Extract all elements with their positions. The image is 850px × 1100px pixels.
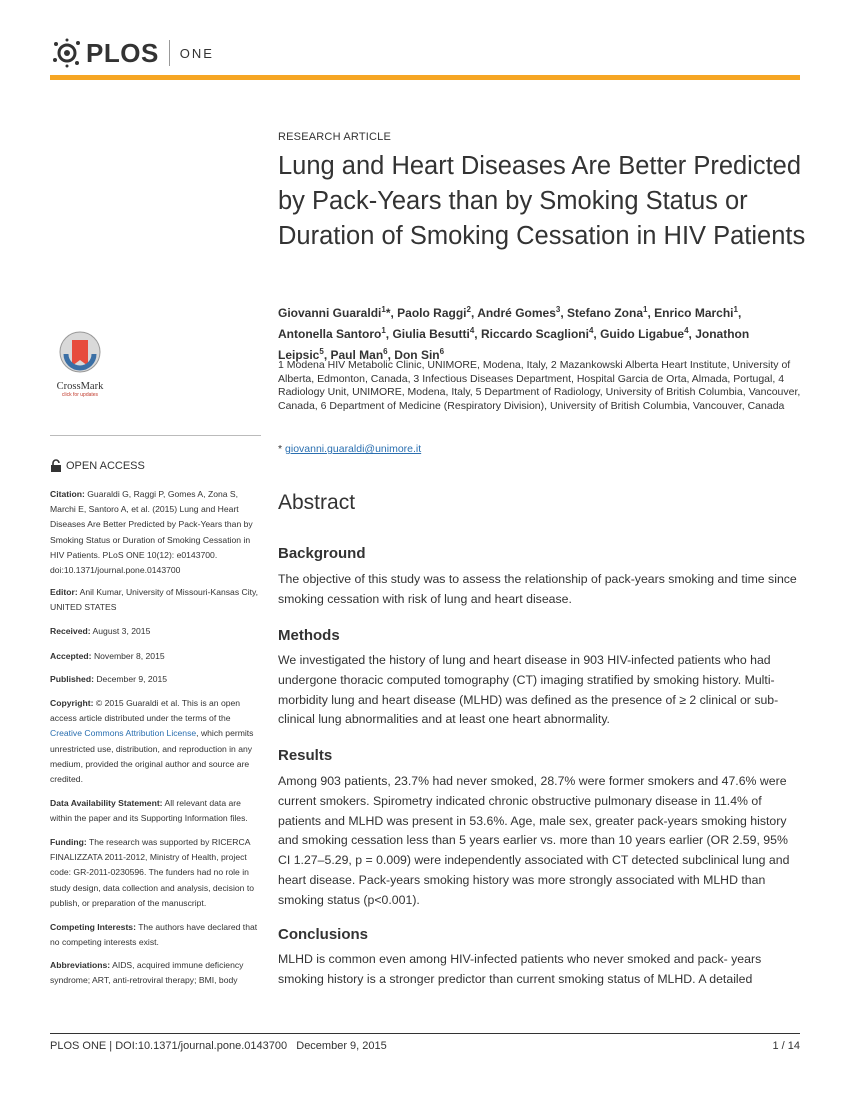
affiliations: [278, 359, 803, 414]
abbreviations-label: Abbreviations:: [50, 960, 111, 970]
data-availability-label: Data Availability Statement:: [50, 798, 163, 808]
copyright-text: © 2015 Guaraldi et al. This is an open access article distributed under the terms of the: [50, 698, 241, 724]
affiliation-text: Department of Medicine (Respiratory Division), University of British Columbia, Vancouver, Canada: [329, 400, 785, 413]
affiliation-number: 2: [550, 359, 560, 371]
accepted-date: November 8, 2015: [93, 651, 165, 661]
citation-label: Citation:: [50, 489, 85, 499]
methods-text: We investigated the history of lung and heart disease in 903 HIV-infected patients who had undergone thoracic computed tomography (CT) imaging stratified by smoking history. Multi-morbidity lung and heart disease (MLHD) was defined as the presence of ≥ 2 clinical or sub-clinical lung abnormalities and at least one heart abnormality.: [278, 653, 779, 727]
crossmark-badge[interactable]: [50, 330, 110, 398]
author-name: Giovanni Guaraldi$^1$*: [278, 305, 391, 320]
published-label: Published:: [50, 674, 94, 684]
article-type: RESEARCH ARTICLE: [278, 131, 392, 143]
results-text: Among 903 patients, 23.7% had never smoked, 28.7% were former smokers and 47.6% were current smokers. Spirometry indicated chronic obstructive pulmonary disease in 11.4% of patients and MLHD was present in 53.6%. Age, male sex, greater pack-years smoking history and smoking cessation less than 5 years earlier vs. more than 10 years earlier (OR 2.59, 95% CI 1.27–5.29, p = 0.009) were independently associated with CT detected subclinical lung and heart disease. Pack-years smoking history was more strongly associated with MLHD than smoking status (p<0.001).: [278, 774, 790, 907]
data-availability-block: [50, 796, 263, 826]
accepted-block: [50, 649, 263, 664]
abbreviations-text: AIDS, acquired immune deficiency syndrome; ART, anti-retroviral therapy; BMI, body: [50, 960, 244, 986]
author-affiliation-number: 3: [555, 305, 561, 314]
corresponding-email: [278, 443, 421, 455]
received-label: Received:: [50, 626, 91, 636]
affiliation-number: 4: [778, 372, 785, 385]
open-access-badge: [50, 459, 145, 473]
author-list: Giovanni Guaraldi$^1$*, Paolo Raggi$^2$, André Gomes$^3$, Stefano Zona$^1$, Enrico Marchi$^1$, Antonella Santoro$^1$, Giulia Besutti$^4$, Riccardo Scaglioni$^4$, Guido Ligabue$^4$, Jonathon Leipsic$^5$, Paul Man$^6$, Don Sin$^6$: [278, 305, 750, 362]
citation-block: [50, 487, 263, 578]
published-block: [50, 672, 263, 687]
author-name: Paolo Raggi$^2$: [397, 305, 471, 320]
author-affiliation-number: 4: [469, 326, 475, 335]
logo-divider: [169, 40, 170, 66]
author-affiliation-number: 1: [381, 305, 386, 314]
page-number: 1 / 14: [772, 1040, 800, 1052]
plos-one-logo[interactable]: [52, 38, 214, 68]
affiliation: [321, 400, 785, 412]
affiliation: [278, 359, 551, 371]
sidebar-divider: [50, 435, 261, 436]
crossmark-icon: [58, 330, 102, 374]
editor-text: Anil Kumar, University of Missouri-Kansas City, UNITED STATES: [50, 587, 259, 613]
open-lock-icon: [50, 459, 62, 473]
author-name: Paul Man$^6$: [330, 347, 388, 362]
affiliation-text: Radiology Unit, UNIMORE, Modena, Italy,: [278, 386, 476, 399]
received-block: [50, 624, 263, 639]
author-affiliation-number: 6: [439, 347, 445, 356]
affiliation-number: 3: [413, 372, 423, 385]
received-date: August 3, 2015: [92, 626, 151, 636]
author-affiliation-number: 2: [466, 305, 471, 314]
author-affiliation-number: 4: [588, 326, 594, 335]
competing-interests-text: The authors have declared that no competing interests exist.: [50, 922, 258, 948]
article-title: Lung and Heart Diseases Are Better Predicted by Pack-Years than by Smoking Status or Duration of Smoking Cessation in HIV Patients: [278, 152, 806, 250]
results-heading: Results: [278, 747, 333, 764]
competing-interests-block: [50, 920, 263, 950]
author-affiliation-number: 6: [383, 347, 388, 356]
affiliation: [413, 373, 778, 385]
author-name: Giulia Besutti$^4$: [392, 326, 475, 341]
footer-doi: PLOS ONE | DOI:10.1371/journal.pone.0143700: [50, 1040, 288, 1052]
copyright-text-end: , which permits unrestricted use, distribution, and reproduction in any medium, provided the original author and source are credited.: [50, 728, 254, 785]
author-affiliation-number: 1: [381, 326, 386, 335]
conclusions-text: MLHD is common even among HIV-infected patients who never smoked and pack- years smoking history is a stronger predictor than current smoking status of MLHD. A detailed: [278, 952, 762, 986]
author-affiliation-number: 1: [733, 305, 738, 314]
abstract-heading: Abstract: [278, 491, 356, 514]
author-name: Stefano Zona$^1$: [567, 305, 648, 320]
author-affiliation-number: 5: [319, 347, 324, 356]
author-name: Riccardo Scaglioni$^4$: [480, 326, 594, 341]
background-heading: Background: [278, 545, 366, 562]
footer-rule: [50, 1033, 800, 1034]
brand-name: PLOS: [86, 37, 159, 68]
conclusions-heading: Conclusions: [278, 926, 369, 943]
author-name: Antonella Santoro$^1$: [278, 326, 386, 341]
funding-block: [50, 835, 263, 911]
author-name: Don Sin$^6$: [394, 347, 445, 362]
license-link[interactable]: Creative Commons Attribution License: [50, 728, 197, 739]
author-affiliation-number: 1: [643, 305, 648, 314]
accepted-label: Accepted:: [50, 651, 92, 661]
plos-logo-icon: [52, 38, 82, 68]
copyright-block: [50, 696, 263, 787]
crossmark-label: CrossMark: [56, 381, 104, 392]
data-availability-text: All relevant data are within the paper and its Supporting Information files.: [50, 798, 248, 824]
editor-label: Editor:: [50, 587, 78, 597]
abbreviations-block: [50, 958, 263, 988]
methods-heading: Methods: [278, 627, 340, 644]
author-affiliation-number: 4: [684, 326, 689, 335]
crossmark-sub: click for updates: [61, 392, 99, 398]
journal-name: ONE: [179, 45, 214, 61]
footer-date: December 9, 2015: [296, 1040, 387, 1052]
affiliation-number: 5: [475, 386, 485, 399]
affiliation-number: 1: [278, 359, 287, 371]
author-name: Enrico Marchi$^1$: [654, 305, 738, 320]
email-mark: *: [278, 443, 283, 455]
citation-text: Guaraldi G, Raggi P, Gomes A, Zona S, Marchi E, Santoro A, et al. (2015) Lung and Heart Diseases Are Better Predicted by Pack-Years than by Smoking Status or Duration of Smoking Cessation in HIV Patients. PLoS ONE 10(12): e0143700. doi:10.1371/journal.pone.0143700: [50, 489, 253, 576]
affiliation-text: Department of Radiology, University of British Columbia, Vancouver, Canada,: [278, 386, 801, 413]
author-name: Guido Ligabue$^4$: [600, 326, 689, 341]
author-name: André Gomes$^3$: [477, 305, 561, 320]
editor-block: [50, 585, 263, 615]
affiliation-number: 6: [320, 400, 330, 413]
footer-citation: [50, 1040, 387, 1052]
published-date: December 9, 2015: [96, 674, 168, 684]
copyright-label: Copyright:: [50, 698, 94, 708]
affiliation-text: Infectious Diseases Department, Hospital Garcia de Orta, Almada, Portugal,: [422, 372, 779, 385]
open-access-label: OPEN ACCESS: [66, 460, 145, 472]
affiliation-text: Modena HIV Metabolic Clinic, UNIMORE, Modena, Italy,: [286, 359, 551, 371]
funding-label: Funding:: [50, 837, 87, 847]
background-text: The objective of this study was to assess the relationship of pack-years smoking and time since smoking cessation with risk of lung and heart disease.: [278, 572, 797, 606]
author-name: Jonathon Leipsic$^5$: [278, 327, 750, 362]
funding-text: The research was supported by RICERCA FINALIZZATA 2011-2012, Ministry of Health, project code: GR-2011-0230596. The funders had no role in study design, data collection and analysis, decision to publish, or preparation of the manuscript.: [50, 837, 254, 908]
header-accent-bar: [50, 75, 800, 80]
competing-interests-label: Competing Interests:: [50, 922, 136, 932]
corresponding-mark: *: [385, 306, 391, 320]
email-link[interactable]: giovanni.guaraldi@unimore.it: [285, 443, 422, 455]
affiliation-text: Mazankowski Alberta Heart Institute, University of Alberta, Edmonton, Canada,: [278, 359, 791, 385]
